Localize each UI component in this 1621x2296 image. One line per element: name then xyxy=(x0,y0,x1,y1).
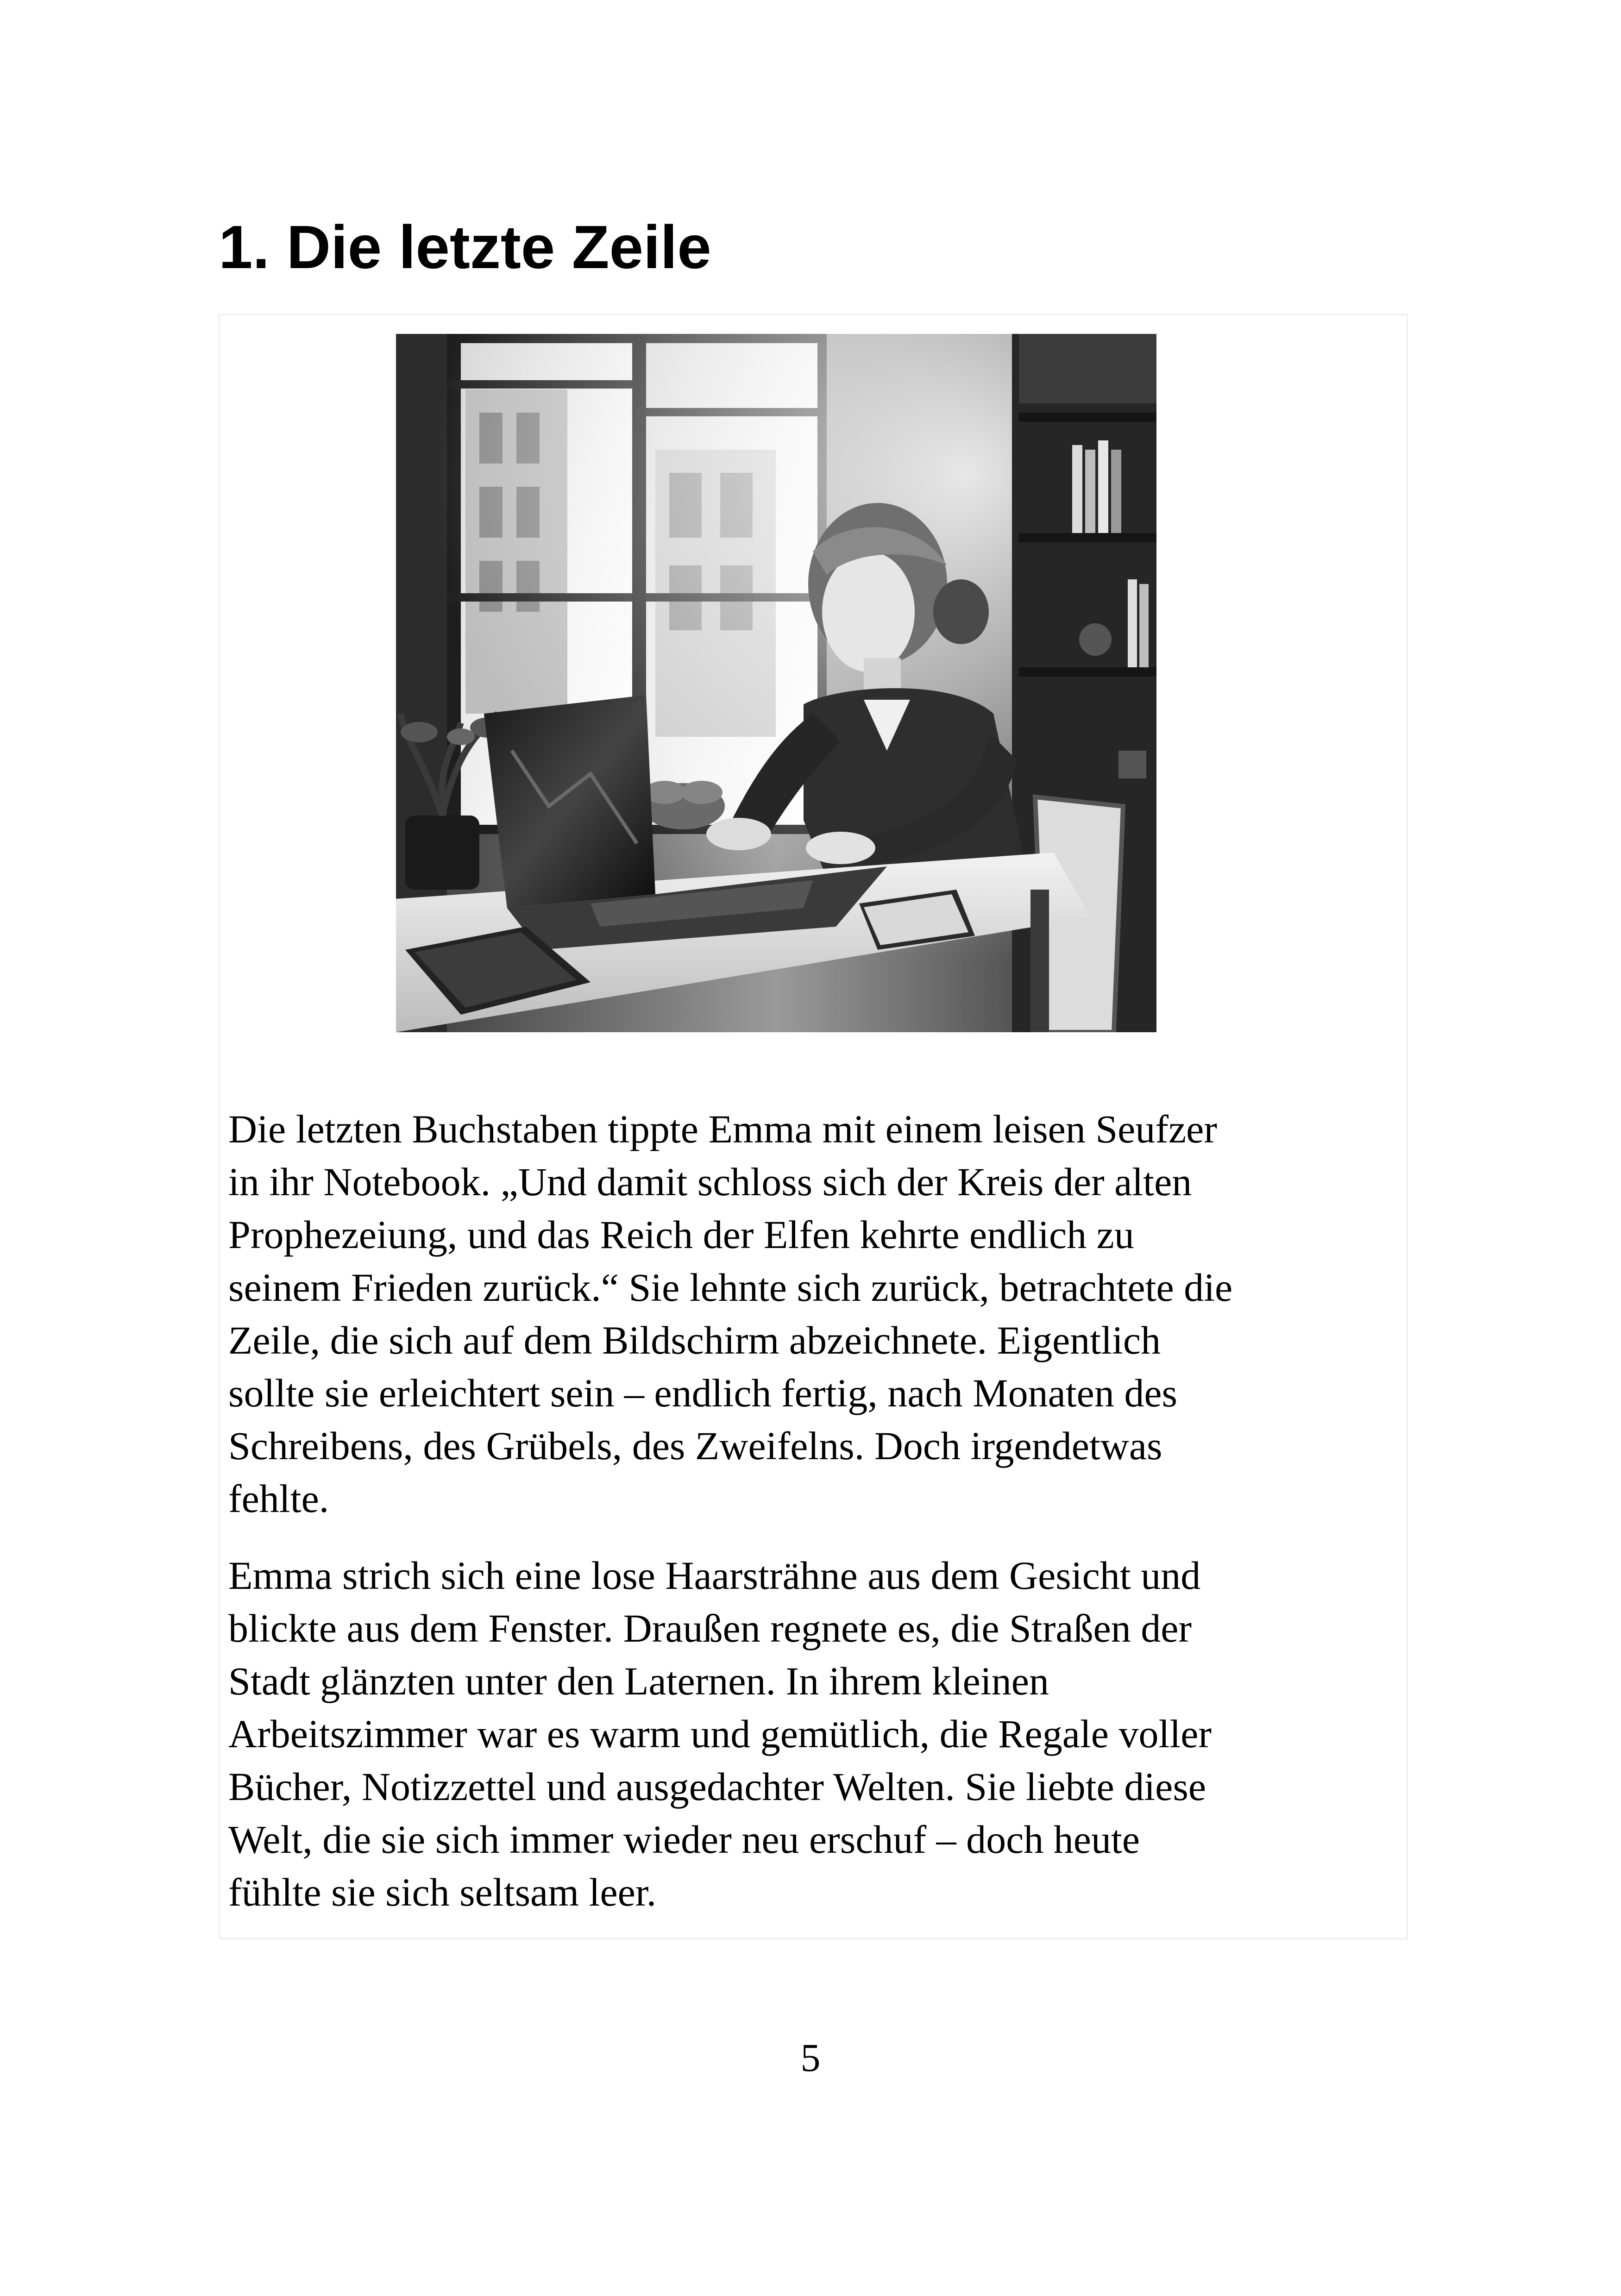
chapter-body-text xyxy=(228,1103,1405,1943)
paragraph: Emma strich sich eine lose Haarsträhne aus dem Gesicht und blickte aus dem Fenster. Draußen regnete es, die Straßen der Stadt glänzten unter den Laternen. In ihrem kleinen Arbeitszimmer war es warm und gemütlich, die Regale voller Bücher, Notizzettel und ausgedachter Welten. Sie liebte diese Welt, die sie sich immer wieder neu erschuf – doch heute fühlte sie sich seltsam leer. xyxy=(228,1553,1212,1914)
paragraph: Die letzten Buchstaben tippte Emma mit einem leisen Seufzer in ihr Notebook. „Und damit schloss sich der Kreis der alten Prophezeiung, und das Reich der Elfen kehrte endlich zu seinem Frieden zurück.“ Sie lehnte sich zurück, betrachtete die Zeile, die sich auf dem Bildschirm abzeichnete. Eigentlich sollte sie erleichtert sein – endlich fertig, nach Monaten des Schreibens, des Grübels, des Zweifelns. Doch irgendetwas fehlte. xyxy=(228,1107,1233,1521)
chapter-content-frame xyxy=(219,314,1408,1939)
woman-typing-laptop-illustration xyxy=(396,334,1156,1032)
page-number: 5 xyxy=(800,2035,821,2080)
chapter-title: 1. Die letzte Zeile xyxy=(219,213,711,281)
